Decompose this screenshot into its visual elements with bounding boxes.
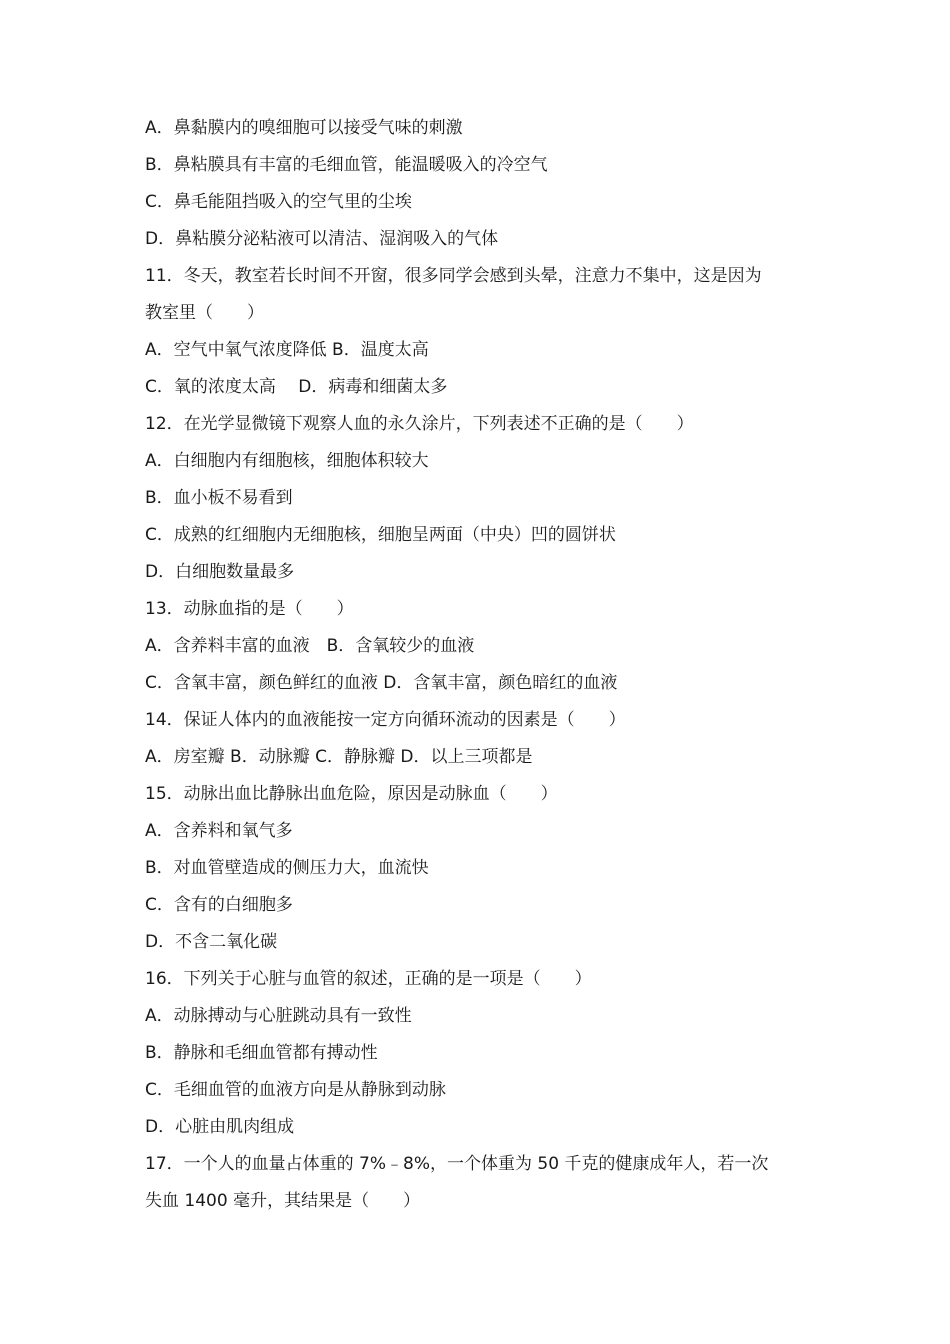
- question-16-option-c: C．毛细血管的血液方向是从静脉到动脉: [145, 1080, 446, 1100]
- question-11-options-cd: C．氧的浓度太高 D．病毒和细菌太多: [145, 377, 448, 397]
- option-d-line: D．鼻粘膜分泌粘液可以清洁、湿润吸入的气体: [145, 229, 499, 249]
- question-17-stem: 17．一个人的血量占体重的 7%﹣8%，一个体重为 50 千克的健康成年人，若一次: [145, 1154, 769, 1174]
- option-c-line: C．鼻毛能阻挡吸入的空气里的尘埃: [145, 192, 412, 212]
- question-13-stem: 13．动脉血指的是（ ）: [145, 599, 354, 619]
- question-12-stem: 12．在光学显微镜下观察人血的永久涂片，下列表述不正确的是（ ）: [145, 414, 694, 434]
- question-15-option-a: A．含养料和氧气多: [145, 821, 293, 841]
- question-11-stem-cont: 教室里（ ）: [145, 303, 264, 323]
- question-15-stem: 15．动脉出血比静脉出血危险，原因是动脉血（ ）: [145, 784, 558, 804]
- question-15-option-b: B．对血管壁造成的侧压力大，血流快: [145, 858, 429, 878]
- option-b-line: B．鼻粘膜具有丰富的毛细血管，能温暖吸入的冷空气: [145, 155, 548, 175]
- question-12-option-c: C．成熟的红细胞内无细胞核，细胞呈两面（中央）凹的圆饼状: [145, 525, 616, 545]
- question-12-option-a: A．白细胞内有细胞核，细胞体积较大: [145, 451, 429, 471]
- option-a-line: A．鼻黏膜内的嗅细胞可以接受气味的刺激: [145, 118, 463, 138]
- question-14-stem: 14．保证人体内的血液能按一定方向循环流动的因素是（ ）: [145, 710, 626, 730]
- question-15-option-c: C．含有的白细胞多: [145, 895, 293, 915]
- question-11-stem: 11．冬天，教室若长时间不开窗，很多同学会感到头晕，注意力不集中，这是因为: [145, 266, 762, 286]
- question-11-options-ab: A．空气中氧气浓度降低 B．温度太高: [145, 340, 429, 360]
- question-16-option-b: B．静脉和毛细血管都有搏动性: [145, 1043, 378, 1063]
- question-text: [145, 110, 825, 1220]
- question-16-stem: 16．下列关于心脏与血管的叙述，正确的是一项是（ ）: [145, 969, 592, 989]
- question-17-stem-cont: 失血 1400 毫升，其结果是（ ）: [145, 1191, 421, 1211]
- question-15-option-d: D．不含二氧化碳: [145, 932, 278, 952]
- question-13-options-cd: C．含氧丰富，颜色鲜红的血液 D．含氧丰富，颜色暗红的血液: [145, 673, 618, 693]
- question-13-options-ab: A．含养料丰富的血液 B．含氧较少的血液: [145, 636, 475, 656]
- question-12-option-b: B．血小板不易看到: [145, 488, 293, 508]
- question-16-option-a: A．动脉搏动与心脏跳动具有一致性: [145, 1006, 412, 1026]
- question-16-option-d: D．心脏由肌肉组成: [145, 1117, 295, 1137]
- question-12-option-d: D．白细胞数量最多: [145, 562, 295, 582]
- question-14-options: A．房室瓣 B．动脉瓣 C．静脉瓣 D．以上三项都是: [145, 747, 533, 767]
